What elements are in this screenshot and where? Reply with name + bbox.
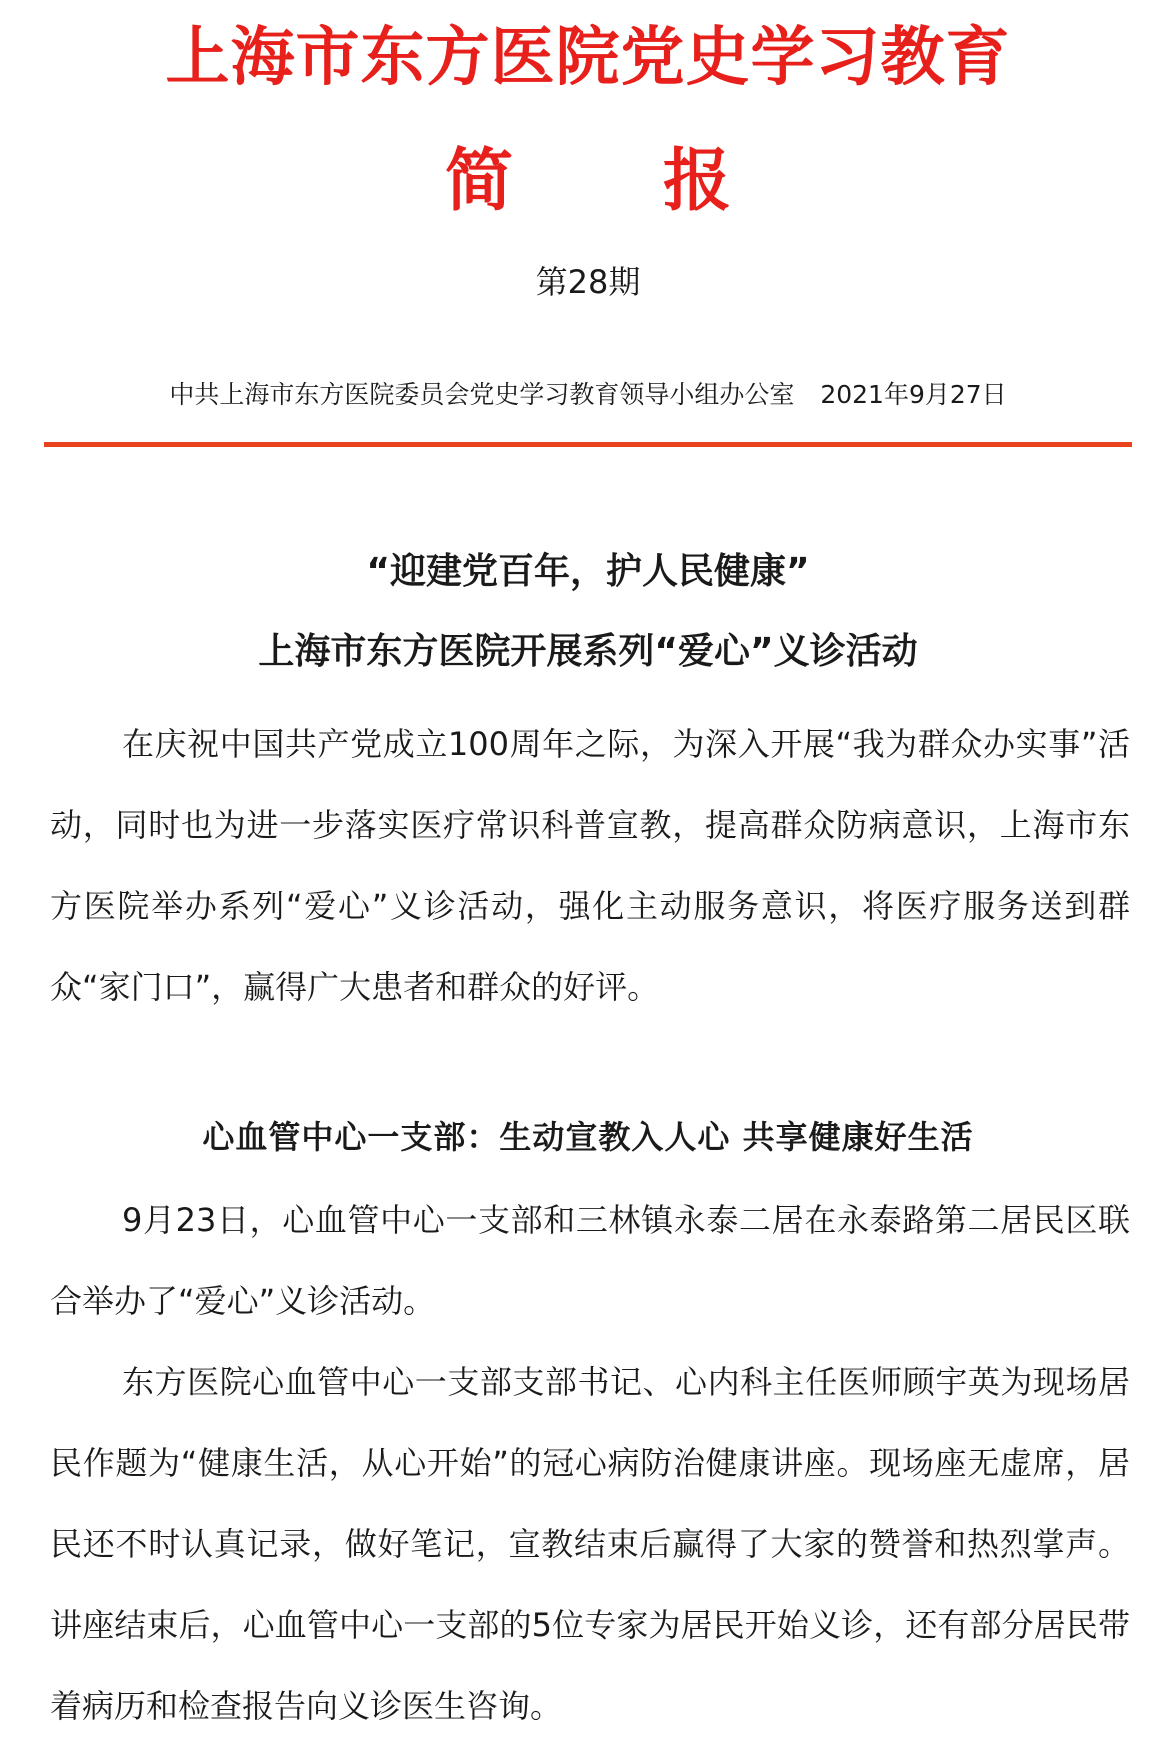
- section-title: 心血管中心一支部：生动宣教入人心 共享健康好生活: [202, 1118, 974, 1156]
- publish-date: 2021年9月27日: [820, 380, 1007, 409]
- section-paragraph-2: 东方医院心血管中心一支部支部书记、心内科主任医师顾宇英为现场居民作题为“健康生活，从心开始”的冠心病防治健康讲座。现场座无虚席，居民还不时认真记录，做好笔记，宣教结束后赢得了大家的赞誉和热烈掌声。讲座结束后，心血管中心一支部的5位专家为居民开始义诊，还有部分居民带着病历和检查报告向义诊医生咨询。: [50, 1363, 1130, 1725]
- issue-number: 第28期: [535, 263, 641, 301]
- masthead-subtitle-left: 简: [444, 142, 513, 221]
- article-headline-line2: 上海市东方医院开展系列“爱心”义诊活动: [258, 631, 918, 672]
- publisher-line: [0, 378, 1176, 412]
- section-paragraph-1: 9月23日，心血管中心一支部和三林镇永泰二居在永泰路第二居民区联合举办了“爱心”义诊活动。: [50, 1201, 1130, 1320]
- masthead-title: 上海市东方医院党史学习教育: [165, 21, 1011, 95]
- masthead-subtitle: [0, 140, 1176, 224]
- masthead-subtitle-right: 报: [663, 142, 732, 221]
- masthead-divider: [44, 442, 1132, 447]
- article-intro-paragraph: 在庆祝中国共产党成立100周年之际，为深入开展“我为群众办实事”活动，同时也为进一步落实医疗常识科普宣教，提高群众防病意识，上海市东方医院举办系列“爱心”义诊活动，强化主动服务意识，将医疗服务送到群众“家门口”，赢得广大患者和群众的好评。: [50, 725, 1130, 1006]
- article-headline-line1: “迎建党百年，护人民健康”: [366, 551, 810, 592]
- publisher-name: 中共上海市东方医院委员会党史学习教育领导小组办公室: [169, 380, 795, 409]
